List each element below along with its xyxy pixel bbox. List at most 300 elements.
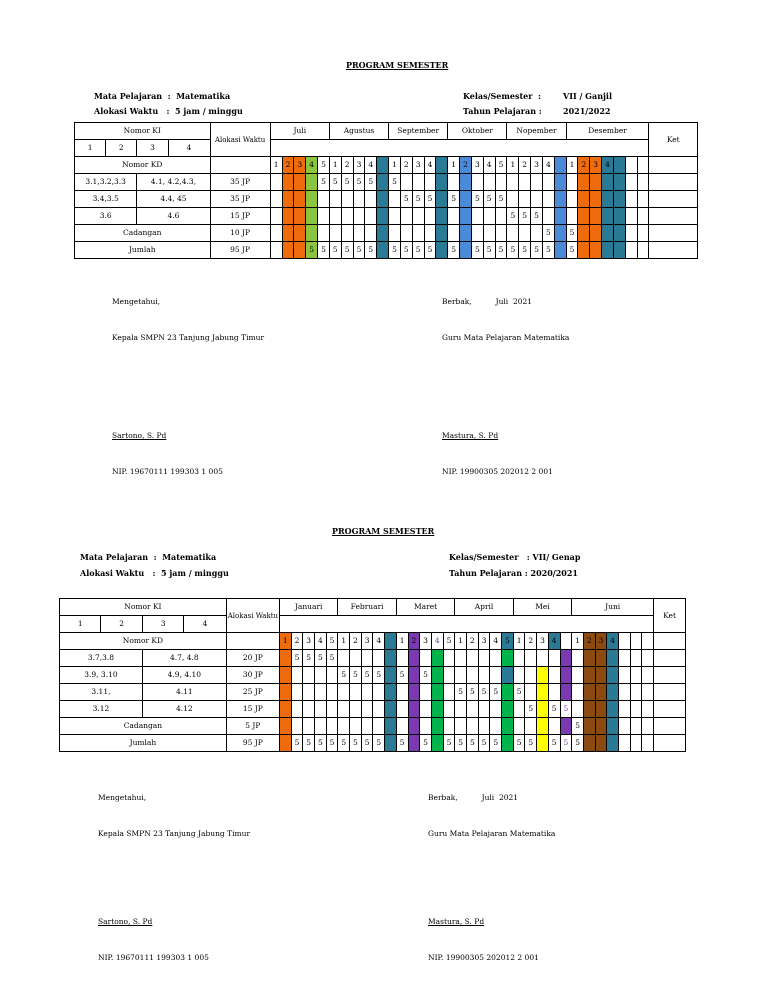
week-cell [578, 208, 590, 225]
week-cell: 5 [478, 684, 490, 701]
kepala-sekolah-name: Sartono, S. Pd [98, 917, 153, 926]
week-cell [467, 718, 479, 735]
week-cell: 5 [412, 242, 424, 259]
week-cell: 5 [490, 735, 502, 752]
week-cell [400, 225, 412, 242]
week-cell [373, 650, 385, 667]
week-number: 2 [350, 633, 362, 650]
week-cell [537, 667, 549, 684]
week-cell [303, 718, 315, 735]
month-header: Oktober [448, 123, 507, 140]
week-cell [531, 191, 543, 208]
week-number: 3 [420, 633, 432, 650]
week-number: 5 [318, 157, 330, 174]
week-cell [361, 718, 373, 735]
week-cell [303, 684, 315, 701]
week-cell [306, 174, 318, 191]
tahun-pelajaran-value: 2021/2022 [563, 106, 611, 116]
ket-cell [649, 174, 698, 191]
week-cell [572, 650, 584, 667]
week-cell: 5 [396, 735, 408, 752]
kd-cell: 3.4,3.5 [75, 191, 137, 208]
week-cell [443, 684, 455, 701]
week-number: 4 [306, 157, 318, 174]
week-cell: 5 [424, 191, 436, 208]
week-cell [490, 701, 502, 718]
signature-right [428, 768, 555, 988]
week-cell [329, 225, 341, 242]
week-cell: 5 [420, 667, 432, 684]
week-number [642, 633, 654, 650]
week-cell [326, 718, 338, 735]
week-cell [478, 667, 490, 684]
week-cell [282, 191, 294, 208]
week-number: 4 [548, 633, 560, 650]
week-cell [460, 191, 472, 208]
kd-cell: 4.6 [137, 208, 210, 225]
week-cell [455, 718, 467, 735]
week-cell [431, 667, 443, 684]
week-cell [377, 174, 389, 191]
week-cell [637, 208, 649, 225]
week-cell [282, 208, 294, 225]
week-cell: 5 [329, 242, 341, 259]
mengetahui-text: Mengetahui, [98, 793, 147, 802]
week-cell [566, 208, 578, 225]
week-cell [400, 208, 412, 225]
week-number: 1 [513, 633, 525, 650]
kd-cell: 4.12 [142, 701, 226, 718]
week-cell: 5 [291, 735, 303, 752]
week-cell [602, 208, 614, 225]
alokasi-cell: 35 JP [210, 174, 270, 191]
week-cell [490, 667, 502, 684]
month-header: Nopember [507, 123, 566, 140]
week-cell: 5 [566, 242, 578, 259]
week-cell [554, 242, 566, 259]
ket-cell [649, 225, 698, 242]
week-cell: 5 [353, 174, 365, 191]
week-cell [361, 701, 373, 718]
ket-cell [654, 701, 686, 718]
week-cell: 5 [350, 667, 362, 684]
week-cell: 5 [531, 242, 543, 259]
week-cell [513, 701, 525, 718]
signature-left [98, 768, 250, 988]
week-cell [396, 718, 408, 735]
ki-number: 1 [75, 140, 106, 157]
week-cell [590, 242, 602, 259]
week-cell: 5 [365, 174, 377, 191]
week-cell: 5 [548, 735, 560, 752]
week-cell [525, 718, 537, 735]
week-cell: 5 [519, 208, 531, 225]
week-number: 4 [365, 157, 377, 174]
week-number: 3 [294, 157, 306, 174]
week-cell [443, 650, 455, 667]
week-number [377, 157, 389, 174]
week-cell: 5 [315, 650, 327, 667]
month-header: Februari [338, 599, 396, 616]
week-cell: 5 [531, 208, 543, 225]
week-cell [566, 174, 578, 191]
week-cell [537, 650, 549, 667]
week-cell [408, 684, 420, 701]
week-number: 4 [542, 157, 554, 174]
week-cell [513, 667, 525, 684]
week-cell [554, 225, 566, 242]
week-number: 3 [531, 157, 543, 174]
week-cell: 5 [424, 242, 436, 259]
week-cell [613, 225, 625, 242]
week-cell [583, 701, 595, 718]
week-number: 4 [483, 157, 495, 174]
week-cell [613, 208, 625, 225]
week-cell: 5 [338, 735, 350, 752]
week-cell [607, 667, 619, 684]
schedule-table [74, 122, 698, 259]
week-cell: 5 [483, 191, 495, 208]
week-cell [471, 225, 483, 242]
week-number: 2 [578, 157, 590, 174]
week-cell [291, 701, 303, 718]
week-cell [607, 718, 619, 735]
week-cell [590, 191, 602, 208]
week-cell [548, 667, 560, 684]
week-cell [467, 650, 479, 667]
week-cell [318, 208, 330, 225]
week-cell [353, 225, 365, 242]
alokasi-cell: 95 JP [210, 242, 270, 259]
week-cell [282, 174, 294, 191]
week-cell [619, 684, 631, 701]
week-number [619, 633, 631, 650]
week-cell [420, 718, 432, 735]
ki-number: 3 [142, 616, 183, 633]
week-cell [619, 718, 631, 735]
kd-cell: 3.12 [60, 701, 143, 718]
week-cell: 5 [525, 701, 537, 718]
week-cell [385, 684, 397, 701]
week-number: 2 [341, 157, 353, 174]
week-number: 2 [519, 157, 531, 174]
week-cell [424, 174, 436, 191]
alokasi-cell: 15 JP [226, 701, 279, 718]
table-row [60, 684, 686, 701]
week-number: 3 [478, 633, 490, 650]
kd-cell: Jumlah [75, 242, 211, 259]
ket-cell [649, 191, 698, 208]
week-cell [467, 701, 479, 718]
week-cell [338, 718, 350, 735]
month-header: Juni [572, 599, 654, 616]
week-cell: 5 [315, 735, 327, 752]
week-cell [365, 191, 377, 208]
week-cell [519, 225, 531, 242]
week-cell [436, 174, 448, 191]
week-cell [291, 684, 303, 701]
guru-title: Guru Mata Pelajaran Matematika [442, 333, 570, 342]
week-cell [460, 208, 472, 225]
week-cell [279, 684, 291, 701]
week-cell: 5 [542, 225, 554, 242]
week-cell [279, 650, 291, 667]
table-row [60, 667, 686, 684]
week-cell [502, 684, 514, 701]
alokasi-cell: 15 JP [210, 208, 270, 225]
week-cell [583, 718, 595, 735]
week-cell [279, 735, 291, 752]
mata-pelajaran-label: Mata Pelajaran : Matematika [94, 91, 231, 101]
week-cell [578, 191, 590, 208]
month-header: Januari [279, 599, 337, 616]
alokasi-cell: 20 JP [226, 650, 279, 667]
week-cell [537, 735, 549, 752]
guru-name: Mastura, S. Pd [442, 431, 499, 440]
week-cell [607, 650, 619, 667]
week-cell [448, 174, 460, 191]
nomor-kd-header: Nomor KD [60, 633, 227, 650]
week-cell [630, 735, 642, 752]
alokasi-cell: 35 JP [210, 191, 270, 208]
week-cell [400, 174, 412, 191]
week-cell [513, 718, 525, 735]
ki-number: 4 [168, 140, 210, 157]
week-cell [377, 242, 389, 259]
week-cell [590, 208, 602, 225]
ki-number: 1 [60, 616, 101, 633]
guru-title: Guru Mata Pelajaran Matematika [428, 829, 556, 838]
week-cell [377, 208, 389, 225]
week-cell [396, 684, 408, 701]
week-cell: 5 [566, 225, 578, 242]
week-cell [385, 667, 397, 684]
program-semester-ganjil [0, 0, 768, 476]
week-cell: 5 [448, 191, 460, 208]
month-header: Mei [513, 599, 572, 616]
week-cell [329, 191, 341, 208]
week-number: 1 [566, 157, 578, 174]
ket-cell [654, 650, 686, 667]
alokasi-cell: 25 JP [226, 684, 279, 701]
week-cell [329, 208, 341, 225]
week-cell [315, 667, 327, 684]
week-cell: 5 [361, 735, 373, 752]
week-number: 3 [537, 633, 549, 650]
week-cell [630, 718, 642, 735]
kepala-sekolah-name: Sartono, S. Pd [112, 431, 167, 440]
week-cell [602, 242, 614, 259]
week-cell [279, 667, 291, 684]
week-cell [467, 667, 479, 684]
week-number: 3 [303, 633, 315, 650]
week-cell [595, 701, 607, 718]
week-cell [385, 650, 397, 667]
alokasi-waktu-header: Alokasi Waktu [226, 599, 279, 633]
week-cell [548, 718, 560, 735]
week-cell [502, 650, 514, 667]
week-number: 4 [490, 633, 502, 650]
week-cell [282, 225, 294, 242]
week-cell: 5 [361, 667, 373, 684]
ket-cell [654, 667, 686, 684]
alokasi-cell: 30 JP [226, 667, 279, 684]
week-cell [460, 225, 472, 242]
week-number: 2 [291, 633, 303, 650]
kelas-semester-label: Kelas/Semester : [463, 91, 541, 101]
week-cell: 5 [455, 684, 467, 701]
week-cell [306, 191, 318, 208]
week-cell: 5 [513, 684, 525, 701]
week-cell [613, 174, 625, 191]
week-number: 2 [583, 633, 595, 650]
week-cell: 5 [443, 735, 455, 752]
week-cell: 5 [318, 174, 330, 191]
month-header: Agustus [329, 123, 388, 140]
week-cell [625, 242, 637, 259]
week-cell [502, 735, 514, 752]
week-cell [291, 667, 303, 684]
week-cell: 5 [341, 242, 353, 259]
week-cell [460, 242, 472, 259]
week-number: 1 [389, 157, 401, 174]
ket-cell [654, 633, 686, 650]
week-number: 1 [455, 633, 467, 650]
week-cell [642, 735, 654, 752]
week-cell [595, 667, 607, 684]
week-cell: 5 [338, 667, 350, 684]
week-cell [294, 208, 306, 225]
week-cell [279, 718, 291, 735]
week-cell: 5 [373, 667, 385, 684]
month-header: Maret [396, 599, 455, 616]
week-cell [471, 208, 483, 225]
week-number: 3 [471, 157, 483, 174]
week-cell [613, 242, 625, 259]
week-number: 4 [424, 157, 436, 174]
week-cell [619, 667, 631, 684]
kepala-sekolah-nip: NIP. 19670111 199303 1 005 [112, 467, 223, 476]
week-number: 1 [279, 633, 291, 650]
week-cell [602, 174, 614, 191]
week-cell [502, 718, 514, 735]
week-cell: 5 [560, 701, 572, 718]
week-number [613, 157, 625, 174]
ki-number: 2 [101, 616, 142, 633]
week-cell [483, 208, 495, 225]
week-cell [495, 174, 507, 191]
week-cell [507, 191, 519, 208]
table-row [60, 650, 686, 667]
week-cell: 5 [326, 735, 338, 752]
week-number: 5 [443, 633, 455, 650]
week-number: 2 [400, 157, 412, 174]
ket-header: Ket [654, 599, 686, 633]
week-cell [642, 718, 654, 735]
kepala-sekolah-nip: NIP. 19670111 199303 1 005 [98, 953, 209, 962]
week-cell [455, 701, 467, 718]
week-cell [525, 650, 537, 667]
week-cell [583, 684, 595, 701]
week-cell [642, 684, 654, 701]
week-number: 2 [467, 633, 479, 650]
week-cell [318, 225, 330, 242]
month-header: Juli [270, 123, 329, 140]
week-cell: 5 [303, 735, 315, 752]
week-cell [431, 650, 443, 667]
week-number: 3 [412, 157, 424, 174]
week-cell [431, 701, 443, 718]
week-cell [326, 701, 338, 718]
month-header: April [455, 599, 513, 616]
week-cell: 5 [365, 242, 377, 259]
week-cell: 5 [420, 735, 432, 752]
week-number: 1 [329, 157, 341, 174]
week-cell: 5 [471, 191, 483, 208]
week-cell [306, 208, 318, 225]
week-cell [365, 225, 377, 242]
week-cell [619, 735, 631, 752]
week-cell [625, 208, 637, 225]
week-number: 1 [572, 633, 584, 650]
week-cell [408, 701, 420, 718]
week-cell [572, 701, 584, 718]
kd-cell: 3.11, [60, 684, 143, 701]
week-cell [420, 650, 432, 667]
ket-header: Ket [649, 123, 698, 157]
week-cell [537, 718, 549, 735]
week-cell [350, 684, 362, 701]
week-cell [389, 225, 401, 242]
week-cell: 5 [448, 242, 460, 259]
week-cell [279, 701, 291, 718]
guru-nip: NIP. 19900305 202012 2 001 [442, 467, 553, 476]
week-cell: 5 [373, 735, 385, 752]
week-cell [412, 174, 424, 191]
week-cell [542, 191, 554, 208]
week-cell: 5 [507, 208, 519, 225]
week-cell [396, 701, 408, 718]
week-cell [471, 174, 483, 191]
week-cell [396, 650, 408, 667]
week-cell [408, 718, 420, 735]
week-cell [607, 735, 619, 752]
week-cell [502, 667, 514, 684]
week-cell [460, 174, 472, 191]
week-cell [630, 684, 642, 701]
week-cell [420, 701, 432, 718]
week-cell [637, 174, 649, 191]
week-cell [595, 718, 607, 735]
ket-cell [649, 208, 698, 225]
document-title: PROGRAM SEMESTER [346, 60, 449, 70]
week-cell [365, 208, 377, 225]
nomor-ki-header: Nomor KI [75, 123, 211, 140]
week-cell [385, 701, 397, 718]
week-cell: 5 [495, 191, 507, 208]
week-cell [619, 701, 631, 718]
program-semester-genap [0, 466, 768, 962]
kelas-semester-label: Kelas/Semester : VII/ Genap [449, 552, 581, 562]
week-cell [385, 718, 397, 735]
week-cell [326, 667, 338, 684]
week-cell [495, 225, 507, 242]
week-cell [519, 174, 531, 191]
ki-number: 4 [184, 616, 227, 633]
week-cell [270, 191, 282, 208]
week-cell: 5 [350, 735, 362, 752]
week-cell: 5 [483, 242, 495, 259]
